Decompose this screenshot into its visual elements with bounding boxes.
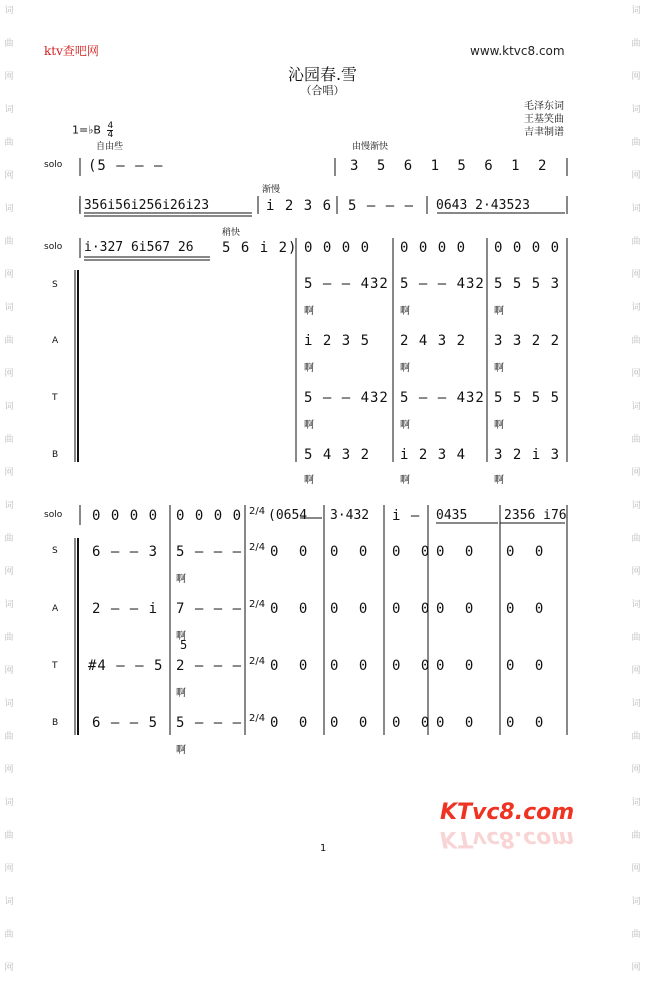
s3-t-time-sig: 2/4 xyxy=(249,656,266,667)
watermark-right-char: 网 xyxy=(631,963,641,973)
s2-a-m3: 3 3 2 2 xyxy=(494,333,561,349)
watermark-left-char: 词 xyxy=(4,303,14,313)
label-s-2: S xyxy=(52,280,58,290)
watermark-right-char: 词 xyxy=(631,600,641,610)
watermark-right-char: 网 xyxy=(631,567,641,577)
watermark-right-char: 词 xyxy=(631,897,641,907)
watermark-right-char: 网 xyxy=(631,864,641,874)
watermark-right-char: 词 xyxy=(631,105,641,115)
s3-b-lyric: 啊 xyxy=(176,745,186,756)
s2-t-m3: 5 5 5 5 xyxy=(494,390,561,406)
watermark-right-char: 词 xyxy=(631,501,641,511)
watermark-left-char: 曲 xyxy=(4,930,14,940)
s3-b-rest-4: 0 0 xyxy=(436,715,475,731)
watermark-right-char: 词 xyxy=(631,798,641,808)
s2-solo-b: 5 6 i 2) xyxy=(222,240,298,256)
watermark-left-char: 网 xyxy=(4,765,14,775)
watermark-left-char: 词 xyxy=(4,897,14,907)
watermark-left-char: 网 xyxy=(4,171,14,181)
watermark-right-char: 曲 xyxy=(631,633,641,643)
watermark-right-char: 网 xyxy=(631,666,641,676)
label-b-2: B xyxy=(52,450,59,460)
watermark-left-char: 网 xyxy=(4,369,14,379)
s2-t-lyric-2: 啊 xyxy=(400,420,410,431)
s3-s-lyric: 啊 xyxy=(176,574,186,585)
s1-solo-line1-b: 3 5 6 1 5 6 1 2 xyxy=(350,158,548,174)
tempo-slow-to-fast: 由慢渐快 xyxy=(352,142,389,152)
s3-a-lyric: 啊 xyxy=(176,631,186,642)
credit-score: 吉聿制谱 xyxy=(524,127,564,138)
label-a-3: A xyxy=(52,604,59,614)
watermark-left-char: 曲 xyxy=(4,831,14,841)
s2-a-m1: i 2 3 5 xyxy=(304,333,371,349)
s2-t-m1: 5 — — 432 xyxy=(304,390,389,406)
s3-t-rest-4: 0 0 xyxy=(436,658,475,674)
song-subtitle: （合唱） xyxy=(300,84,345,97)
watermark-left-char: 曲 xyxy=(4,336,14,346)
watermark-right-char: 词 xyxy=(631,6,641,16)
watermark-right-char: 曲 xyxy=(631,336,641,346)
credit-music: 王基笑曲 xyxy=(524,114,564,125)
label-s-3: S xyxy=(52,546,58,556)
s3-solo-m3: (0654 xyxy=(268,508,308,523)
watermark-left-char: 网 xyxy=(4,270,14,280)
s3-t-lyric: 啊 xyxy=(176,688,186,699)
watermark-right-char: 网 xyxy=(631,369,641,379)
s3-time-sig: 2/4 xyxy=(249,506,266,517)
s2-a-lyric-2: 啊 xyxy=(400,363,410,374)
label-t-2: T xyxy=(52,393,58,403)
watermark-left-char: 曲 xyxy=(4,237,14,247)
s1-solo-line2-d: 0643 2·43523 xyxy=(436,198,530,213)
time-signature: $\frac{4}{4}$ xyxy=(107,121,114,140)
s3-solo-m5: i — xyxy=(392,508,421,524)
watermark-right-char: 词 xyxy=(631,204,641,214)
s3-b-m2: 5 — — — xyxy=(176,715,243,731)
s3-solo-m7: 2356 i76 xyxy=(504,508,567,523)
s3-s-m2: 5 — — — xyxy=(176,544,243,560)
tempo-free: 自由些 xyxy=(96,142,124,152)
s3-s-rest-3: 0 0 xyxy=(392,544,431,560)
s3-solo-m1: 0 0 0 0 xyxy=(92,508,159,524)
s2-s-lyric-1: 啊 xyxy=(304,306,314,317)
watermark-left-char: 网 xyxy=(4,963,14,973)
watermark-right-char: 曲 xyxy=(631,138,641,148)
s3-t-rest-5: 0 0 xyxy=(506,658,545,674)
s3-s-rest-1: 0 0 xyxy=(270,544,309,560)
watermark-right-char: 曲 xyxy=(631,435,641,445)
watermark-left-char: 词 xyxy=(4,6,14,16)
s1-solo-line2-c: 5 — — — xyxy=(348,198,415,214)
s2-a-lyric-3: 啊 xyxy=(494,363,504,374)
s3-a-rest-1: 0 0 xyxy=(270,601,309,617)
label-solo-1: solo xyxy=(44,160,63,170)
s1-solo-line1-a: (5 — — — xyxy=(88,158,164,174)
s3-solo-m2: 0 0 0 0 xyxy=(176,508,243,524)
s2-s-m1: 5 — — 432 xyxy=(304,276,389,292)
s3-s-rest-5: 0 0 xyxy=(506,544,545,560)
s3-t-rest-1: 0 0 xyxy=(270,658,309,674)
watermark-left-char: 词 xyxy=(4,105,14,115)
watermark-left-char: 曲 xyxy=(4,534,14,544)
tempo-gradual-slow: 渐慢 xyxy=(262,185,281,195)
watermark-left-char: 曲 xyxy=(4,732,14,742)
s2-t-m2: 5 — — 432 xyxy=(400,390,485,406)
label-solo-2: solo xyxy=(44,242,63,252)
s2-solo-a: i·327 6i567 26 xyxy=(84,240,194,255)
s2-b-lyric-3: 啊 xyxy=(494,475,504,486)
watermark-right-char: 词 xyxy=(631,699,641,709)
label-solo-3: solo xyxy=(44,510,63,520)
site-url-right[interactable]: www.ktvc8.com xyxy=(470,44,565,58)
s2-b-m2: i 2 3 4 xyxy=(400,447,467,463)
watermark-left-char: 网 xyxy=(4,72,14,82)
page-number: 1 xyxy=(320,843,327,854)
s3-a-rest-3: 0 0 xyxy=(392,601,431,617)
watermark-left-char: 词 xyxy=(4,501,14,511)
watermark-left-char: 网 xyxy=(4,864,14,874)
watermark-right-char: 网 xyxy=(631,765,641,775)
s2-s-m2: 5 — — 432 xyxy=(400,276,485,292)
site-logo[interactable]: KTvc8.com xyxy=(440,800,575,825)
watermark-left-char: 词 xyxy=(4,798,14,808)
song-title: 沁园春.雪 xyxy=(287,65,358,84)
s2-b-m3: 3 2 i 3 xyxy=(494,447,561,463)
s3-s-m1: 6 — — 3 xyxy=(92,544,159,560)
watermark-right-char: 曲 xyxy=(631,930,641,940)
s2-b-lyric-1: 啊 xyxy=(304,475,314,486)
s2-s-m3: 5 5 5 3 xyxy=(494,276,561,292)
s3-a-m2: 7 — — — xyxy=(176,601,243,617)
s2-solo-m1: 0 0 0 0 xyxy=(304,240,371,256)
s2-solo-m2: 0 0 0 0 xyxy=(400,240,467,256)
watermark-left-char: 词 xyxy=(4,600,14,610)
s2-a-m2: 2 4 3 2 xyxy=(400,333,467,349)
s3-solo-m4: 3·432 xyxy=(330,508,370,523)
s2-b-lyric-2: 啊 xyxy=(400,475,410,486)
watermark-left-char: 网 xyxy=(4,666,14,676)
watermark-right-char: 曲 xyxy=(631,732,641,742)
s3-b-m1: 6 — — 5 xyxy=(92,715,159,731)
watermark-left-char: 网 xyxy=(4,567,14,577)
s3-s-rest-2: 0 0 xyxy=(330,544,369,560)
s3-b-time-sig: 2/4 xyxy=(249,713,266,724)
s2-solo-m3: 0 0 0 0 xyxy=(494,240,561,256)
watermark-left-char: 词 xyxy=(4,204,14,214)
s3-t-rest-3: 0 0 xyxy=(392,658,431,674)
s3-b-rest-5: 0 0 xyxy=(506,715,545,731)
s2-t-lyric-1: 啊 xyxy=(304,420,314,431)
watermark-left-char: 词 xyxy=(4,402,14,412)
watermark-left-char: 曲 xyxy=(4,39,14,49)
s3-a-rest-5: 0 0 xyxy=(506,601,545,617)
watermark-right-char: 网 xyxy=(631,468,641,478)
s1-solo-line2-a: |356i56i256i26i23 xyxy=(76,198,210,213)
s2-t-lyric-3: 啊 xyxy=(494,420,504,431)
watermark-left-char: 曲 xyxy=(4,435,14,445)
s3-a-rest-4: 0 0 xyxy=(436,601,475,617)
s2-s-lyric-2: 啊 xyxy=(400,306,410,317)
s2-a-lyric-1: 啊 xyxy=(304,363,314,374)
tempo-slightly-fast: 稍快 xyxy=(222,228,241,238)
s3-a-rest-2: 0 0 xyxy=(330,601,369,617)
s3-solo-m6: 0435 xyxy=(436,508,468,523)
s3-a-m1: 2 — — i xyxy=(92,601,159,617)
s3-s-time-sig: 2/4 xyxy=(249,542,266,553)
watermark-right-char: 网 xyxy=(631,270,641,280)
site-name-left[interactable]: ktv查吧网 xyxy=(44,44,99,58)
watermark-left-char: 网 xyxy=(4,468,14,478)
label-a-2: A xyxy=(52,336,59,346)
watermark-left-char: 曲 xyxy=(4,633,14,643)
watermark-left-char: 词 xyxy=(4,699,14,709)
watermark-right-char: 曲 xyxy=(631,237,641,247)
s3-s-rest-4: 0 0 xyxy=(436,544,475,560)
key-label: 1=♭B xyxy=(72,123,101,137)
label-t-3: T xyxy=(52,661,58,671)
label-b-3: B xyxy=(52,718,59,728)
watermark-right-char: 曲 xyxy=(631,534,641,544)
s1-solo-line2-b: i 2 3 6 xyxy=(266,198,333,214)
s2-s-lyric-3: 啊 xyxy=(494,306,504,317)
credit-lyrics: 毛泽东词 xyxy=(524,101,564,112)
watermark-right-char: 曲 xyxy=(631,39,641,49)
s3-t-m2: 2 — — — xyxy=(176,658,243,674)
s3-b-rest-1: 0 0 xyxy=(270,715,309,731)
site-logo-reflection: KTvc8.com xyxy=(440,826,575,851)
watermark-right-char: 网 xyxy=(631,171,641,181)
s3-t-m1: #4 — — 5 xyxy=(88,658,164,674)
watermark-right-char: 词 xyxy=(631,303,641,313)
s3-t-extra: 5 xyxy=(180,638,189,652)
s3-t-rest-2: 0 0 xyxy=(330,658,369,674)
watermark-right-char: 网 xyxy=(631,72,641,82)
s3-b-rest-3: 0 0 xyxy=(392,715,431,731)
s3-a-time-sig: 2/4 xyxy=(249,599,266,610)
watermark-right-char: 词 xyxy=(631,402,641,412)
watermark-left-char: 曲 xyxy=(4,138,14,148)
s2-b-m1: 5 4 3 2 xyxy=(304,447,371,463)
s3-b-rest-2: 0 0 xyxy=(330,715,369,731)
watermark-right-char: 曲 xyxy=(631,831,641,841)
